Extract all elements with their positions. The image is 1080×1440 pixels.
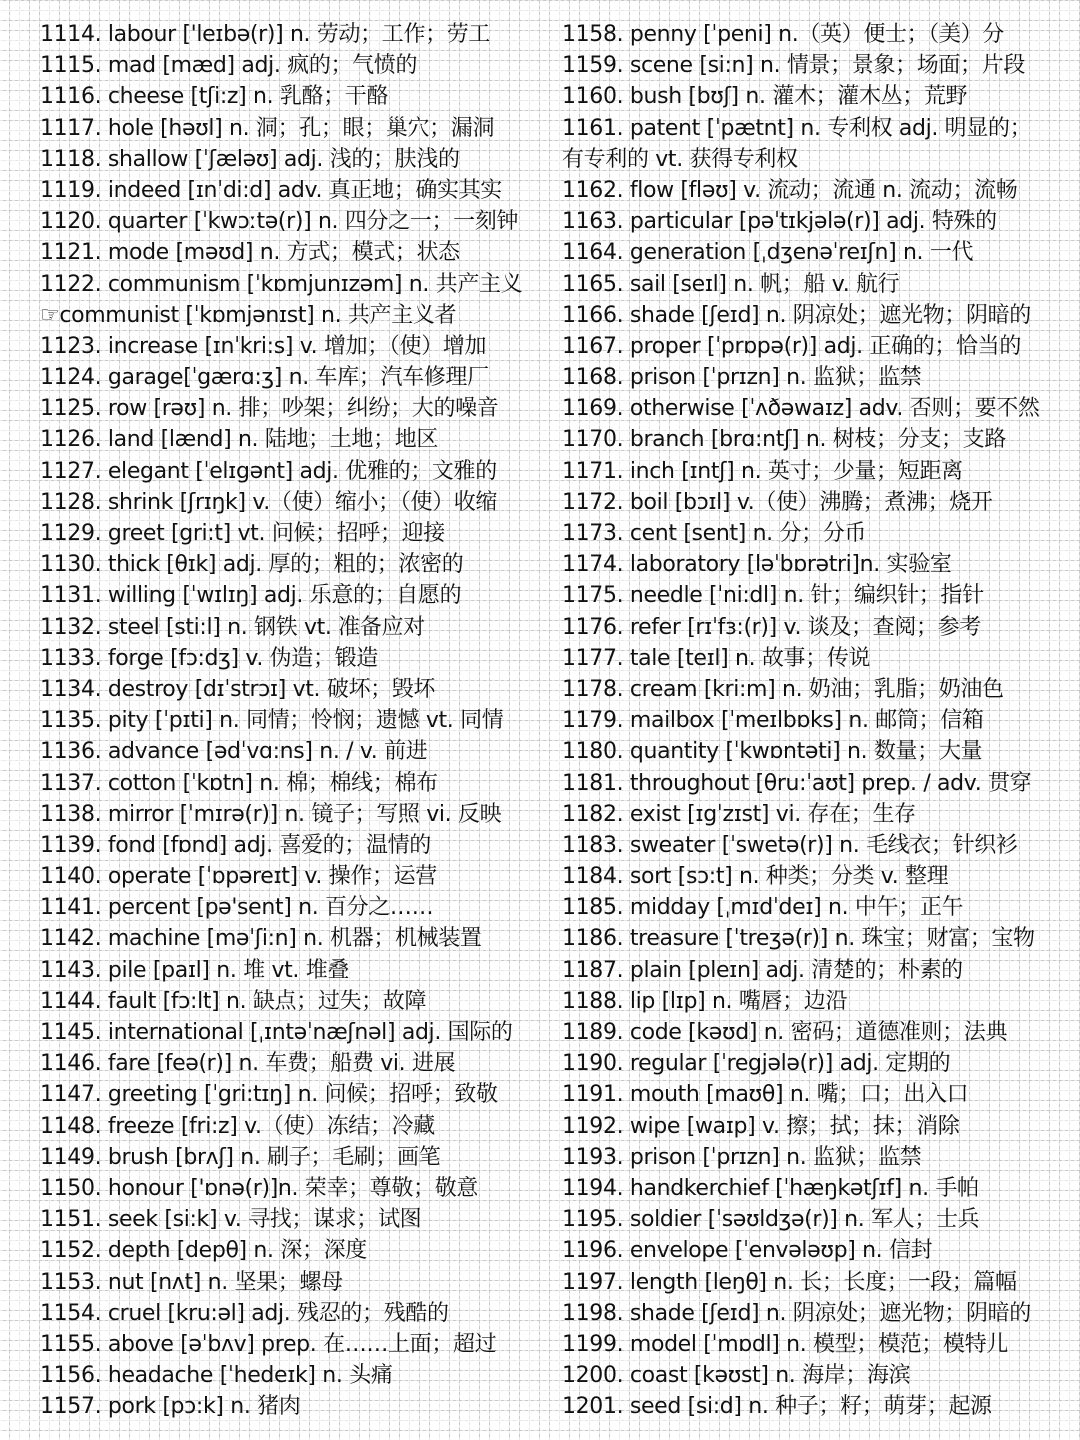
vocab-entry: 1153. nut [nʌt] n. 坚果；螺母 bbox=[40, 1269, 343, 1295]
vocab-entry: 1181. throughout [θru:ˈaʊt] prep. / adv. 贯穿 bbox=[562, 770, 1032, 796]
vocab-entry: 1131. willing [ˈwɪlɪŋ] adj. 乐意的；自愿的 bbox=[40, 583, 462, 609]
vocabulary-column-left bbox=[40, 19, 550, 1422]
vocab-entry: 1174. laboratory [ləˈbɒrətri]n. 实验室 bbox=[562, 552, 952, 578]
vocab-entry: 1145. international [ˌɪntəˈnæʃnəl] adj. 国际的 bbox=[40, 1020, 513, 1045]
vocab-entry: 1198. shade [ʃeɪd] n. 阴凉处；遮光物；阴暗的 bbox=[562, 1300, 1031, 1326]
vocab-entry: 1184. sort [sɔ:t] n. 种类；分类 v. 整理 bbox=[562, 864, 949, 890]
vocab-entry: 1193. prison [ˈprɪzn] n. 监狱；监禁 bbox=[562, 1144, 922, 1170]
vocab-entry: 1172. boil [bɔɪl] v.（使）沸腾；煮沸；烧开 bbox=[562, 489, 993, 515]
vocab-entry: 1168. prison [ˈprɪzn] n. 监狱；监禁 bbox=[562, 365, 922, 391]
vocab-entry: 1141. percent [pə'sent] n. 百分之…… bbox=[40, 895, 434, 921]
vocab-entry: 1132. steel [sti:l] n. 钢铁 vt. 准备应对 bbox=[40, 614, 425, 640]
vocab-entry: 1125. row [rəʊ] n. 排；吵架；纠纷；大的噪音 bbox=[40, 396, 499, 422]
vocab-entry: 1142. machine [məˈʃi:n] n. 机器；机械装置 bbox=[40, 926, 482, 952]
vocab-entry: 1152. depth [depθ] n. 深；深度 bbox=[40, 1238, 367, 1264]
vocab-entry: ☞communist [ˈkɒmjənɪst] n. 共产主义者 bbox=[40, 302, 457, 328]
vocab-entry: 1161. patent [ˈpætnt] n. 专利权 adj. 明显的； bbox=[562, 115, 1032, 141]
vocab-entry: 1148. freeze [fri:z] v.（使）冻结；冷藏 bbox=[40, 1113, 435, 1139]
vocab-entry: 1124. garage[ˈgærɑ:ʒ] n. 车库；汽车修理厂 bbox=[40, 365, 489, 391]
vocab-entry: 1149. brush [brʌʃ] n. 刷子；毛刷；画笔 bbox=[40, 1144, 441, 1170]
vocab-entry: 1157. pork [pɔ:k] n. 猪肉 bbox=[40, 1394, 301, 1420]
vocab-entry: 1177. tale [teɪl] n. 故事；传说 bbox=[562, 645, 871, 671]
vocab-entry: 1201. seed [si:d] n. 种子；籽；萌芽；起源 bbox=[562, 1394, 992, 1420]
vocab-entry: 1118. shallow [ˈʃæləʊ] adj. 浅的；肤浅的 bbox=[40, 146, 460, 172]
vocab-entry: 1171. inch [ɪntʃ] n. 英寸；少量；短距离 bbox=[562, 458, 963, 484]
vocab-entry: 1143. pile [paɪl] n. 堆 vt. 堆叠 bbox=[40, 957, 349, 983]
vocab-entry: 1169. otherwise [ˈʌðəwaɪz] adv. 否则；要不然 bbox=[562, 396, 1040, 422]
vocab-entry: 1158. penny [ˈpeni] n.（英）便士；（美）分 bbox=[562, 22, 1004, 47]
vocab-entry: 1164. generation [ˌdʒenəˈreɪʃn] n. 一代 bbox=[562, 240, 974, 266]
vocab-entry: 1130. thick [θɪk] adj. 厚的；粗的；浓密的 bbox=[40, 552, 464, 578]
vocab-entry: 1199. model [ˈmɒdl] n. 模型；模范；模特儿 bbox=[562, 1331, 1008, 1357]
vocab-entry: 1162. flow [fləʊ] v. 流动；流通 n. 流动；流畅 bbox=[562, 177, 1018, 203]
vocab-entry: 1121. mode [məʊd] n. 方式；模式；状态 bbox=[40, 240, 460, 266]
vocab-entry: 1122. communism [ˈkɒmjunɪzəm] n. 共产主义 bbox=[40, 271, 523, 297]
vocab-entry: 有专利的 vt. 获得专利权 bbox=[562, 146, 798, 172]
vocab-entry: 1140. operate [ˈɒpəreɪt] v. 操作；运营 bbox=[40, 864, 437, 890]
vocab-entry: 1170. branch [brɑ:ntʃ] n. 树枝；分支；支路 bbox=[562, 427, 1006, 453]
vocab-entry: 1116. cheese [tʃi:z] n. 乳酪；干酪 bbox=[40, 84, 389, 110]
vocab-entry: 1155. above [əˈbʌv] prep. 在……上面；超过 bbox=[40, 1331, 497, 1357]
vocab-entry: 1135. pity [ˈpɪti] n. 同情；怜悯；遗憾 vt. 同情 bbox=[40, 708, 504, 734]
vocab-entry: 1187. plain [pleɪn] adj. 清楚的；朴素的 bbox=[562, 957, 963, 983]
vocab-entry: 1138. mirror [ˈmɪrə(r)] n. 镜子；写照 vi. 反映 bbox=[40, 801, 502, 827]
vocab-entry: 1133. forge [fɔ:dʒ] v. 伪造；锻造 bbox=[40, 645, 378, 671]
vocab-entry: 1190. regular [ˈregjələ(r)] adj. 定期的 bbox=[562, 1051, 951, 1077]
vocab-entry: 1146. fare [feə(r)] n. 车费；船费 vi. 进展 bbox=[40, 1051, 456, 1077]
vocab-entry: 1178. cream [kri:m] n. 奶油；乳脂；奶油色 bbox=[562, 676, 1004, 702]
vocab-entry: 1114. labour ['leɪbə(r)] n. 劳动；工作；劳工 bbox=[40, 22, 491, 47]
vocab-entry: 1163. particular [pəˈtɪkjələ(r)] adj. 特殊的 bbox=[562, 209, 997, 235]
vocab-entry: 1123. increase [ɪnˈkri:s] v. 增加；（使）增加 bbox=[40, 333, 487, 359]
vocab-entry: 1179. mailbox [ˈmeɪlbɒks] n. 邮筒；信箱 bbox=[562, 708, 984, 734]
vocab-entry: 1173. cent [sent] n. 分；分币 bbox=[562, 521, 867, 546]
vocab-entry: 1191. mouth [maʊθ] n. 嘴；口；出入口 bbox=[562, 1082, 969, 1108]
vocab-entry: 1175. needle [ˈni:dl] n. 针；编织针；指针 bbox=[562, 583, 984, 609]
vocab-entry: 1154. cruel [kru:əl] adj. 残忍的；残酷的 bbox=[40, 1300, 449, 1326]
vocab-entry: 1166. shade [ʃeɪd] n. 阴凉处；遮光物；阴暗的 bbox=[562, 302, 1031, 328]
vocab-entry: 1196. envelope [ˈenvələʊp] n. 信封 bbox=[562, 1238, 933, 1264]
vocab-entry: 1185. midday [ˌmɪdˈdeɪ] n. 中午；正午 bbox=[562, 895, 964, 921]
vocab-entry: 1137. cotton [ˈkɒtn] n. 棉；棉线；棉布 bbox=[40, 770, 438, 796]
vocab-entry: 1180. quantity [ˈkwɒntəti] n. 数量；大量 bbox=[562, 739, 983, 765]
vocab-entry: 1156. headache [ˈhedeɪk] n. 头痛 bbox=[40, 1363, 393, 1389]
vocab-entry: 1120. quarter [ˈkwɔːtə(r)] n. 四分之一；一刻钟 bbox=[40, 209, 519, 235]
vocab-entry: 1160. bush [bʊʃ] n. 灌木；灌木丛；荒野 bbox=[562, 84, 968, 110]
vocab-entry: 1126. land [lænd] n. 陆地；土地；地区 bbox=[40, 427, 439, 453]
vocab-entry: 1167. proper [ˈprɒpə(r)] adj. 正确的；恰当的 bbox=[562, 333, 1021, 359]
vocab-entry: 1165. sail [seɪl] n. 帆；船 v. 航行 bbox=[562, 271, 900, 297]
vocab-entry: 1192. wipe [waɪp] v. 擦；拭；抹；消除 bbox=[562, 1113, 960, 1139]
vocab-entry: 1136. advance [ədˈvɑ:ns] n. / v. 前进 bbox=[40, 739, 428, 765]
vocab-entry: 1182. exist [ɪgˈzɪst] vi. 存在；生存 bbox=[562, 801, 916, 827]
vocab-entry: 1195. soldier [ˈsəʊldʒə(r)] n. 军人；士兵 bbox=[562, 1207, 980, 1233]
vocab-entry: 1147. greeting [ˈgri:tɪŋ] n. 问候；招呼；致敬 bbox=[40, 1082, 498, 1108]
vocab-entry: 1150. honour ['ɒnə(r)]n. 荣幸；尊敬；敬意 bbox=[40, 1175, 479, 1201]
vocabulary-column-right bbox=[562, 19, 1072, 1422]
vocab-entry: 1194. handkerchief [ˈhæŋkətʃɪf] n. 手帕 bbox=[562, 1175, 979, 1201]
vocab-entry: 1186. treasure [ˈtreʒə(r)] n. 珠宝；财富；宝物 bbox=[562, 926, 1035, 952]
vocab-entry: 1200. coast [kəʊst] n. 海岸；海滨 bbox=[562, 1363, 911, 1389]
vocab-entry: 1159. scene [si:n] n. 情景；景象；场面；片段 bbox=[562, 53, 1026, 79]
vocab-entry: 1176. refer [rɪˈfɜ:(r)] v. 谈及；查阅；参考 bbox=[562, 614, 981, 640]
vocab-entry: 1119. indeed [ɪnˈdi:d] adv. 真正地；确实其实 bbox=[40, 177, 502, 203]
vocab-entry: 1144. fault [fɔ:lt] n. 缺点；过失；故障 bbox=[40, 988, 427, 1014]
vocab-entry: 1188. lip [lɪp] n. 嘴唇；边沿 bbox=[562, 988, 848, 1014]
vocab-entry: 1134. destroy [dɪˈstrɔɪ] vt. 破坏；毁坏 bbox=[40, 676, 436, 702]
vocab-entry: 1128. shrink [ʃrɪŋk] v.（使）缩小；（使）收缩 bbox=[40, 489, 498, 515]
vocab-entry: 1115. mad [mæd] adj. 疯的；气愤的 bbox=[40, 53, 418, 79]
vocab-entry: 1127. elegant [ˈelɪgənt] adj. 优雅的；文雅的 bbox=[40, 458, 497, 484]
vocab-entry: 1151. seek [si:k] v. 寻找；谋求；试图 bbox=[40, 1207, 422, 1233]
vocab-entry: 1139. fond [fɒnd] adj. 喜爱的；温情的 bbox=[40, 832, 431, 858]
vocab-entry: 1197. length [leŋθ] n. 长；长度；一段；篇幅 bbox=[562, 1269, 1017, 1295]
vocab-entry: 1189. code [kəʊd] n. 密码；道德准则；法典 bbox=[562, 1020, 1008, 1045]
vocab-entry: 1129. greet [gri:t] vt. 问候；招呼；迎接 bbox=[40, 521, 445, 546]
vocab-entry: 1183. sweater [ˈswetə(r)] n. 毛线衣；针织衫 bbox=[562, 832, 1018, 858]
vocab-entry: 1117. hole [həʊl] n. 洞；孔；眼；巢穴；漏洞 bbox=[40, 115, 495, 141]
